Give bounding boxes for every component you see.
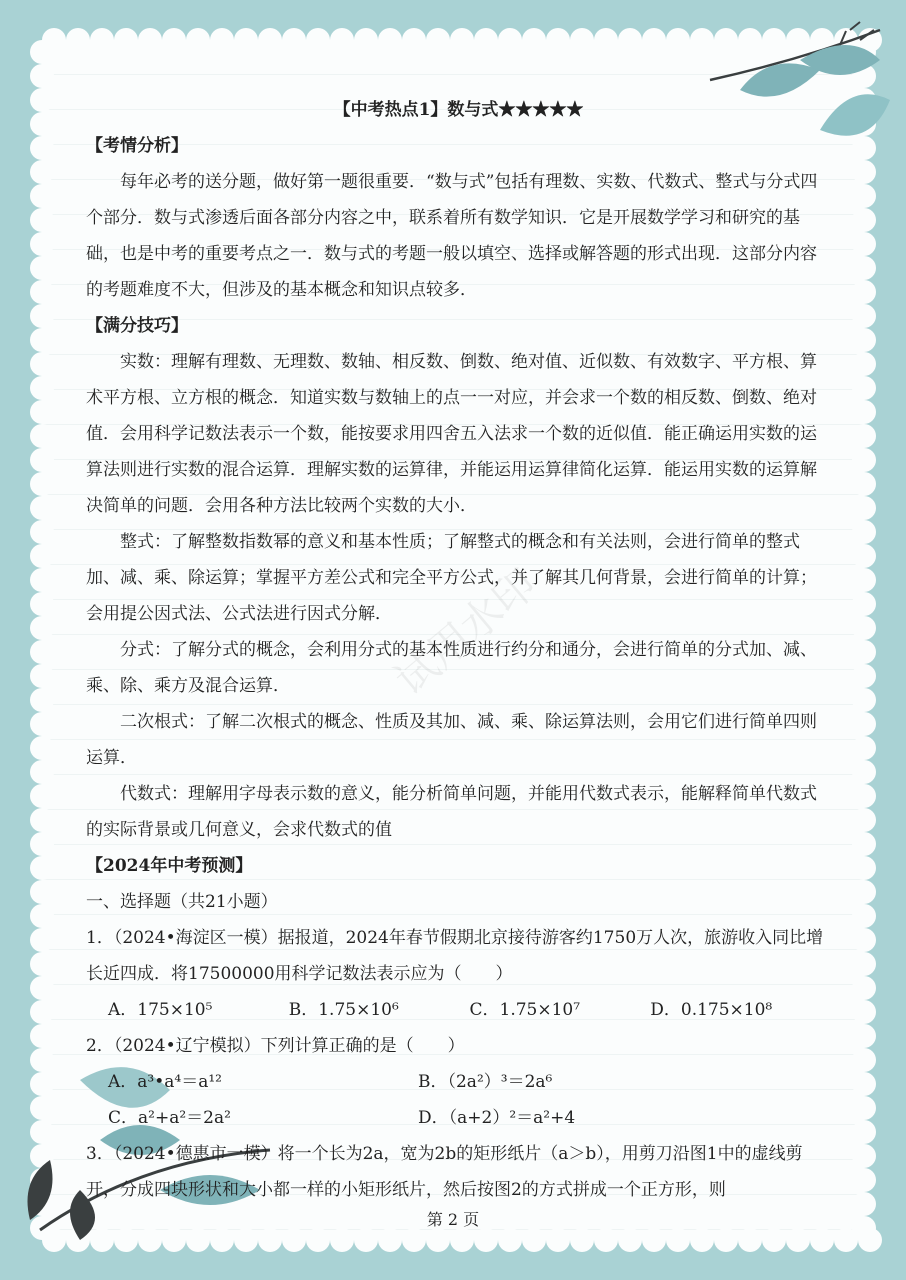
scallop	[858, 1228, 882, 1252]
scallop	[852, 208, 876, 232]
scallop	[234, 28, 258, 52]
scallop	[30, 976, 54, 1000]
scallop	[30, 280, 54, 304]
scallop	[30, 1000, 54, 1024]
option-c: C．a²+a²＝2a²	[108, 1108, 231, 1128]
scallop	[306, 1228, 330, 1252]
analysis-paragraph: 每年必考的送分题，做好第一题很重要．“数与式”包括有理数、实数、代数式、整式与分式四个部分．数与式渗透后面各部分内容之中，联系着所有数学知识．它是开展数学学习和研究的基础，也是中考的重要考点之一．数与式的考题一般以填空、选择或解答题的形式出现．这部分内容的考题难度不大，但涉及的基本概念和知识点较多．	[86, 172, 818, 300]
scallop	[852, 1120, 876, 1144]
scallop	[852, 1072, 876, 1096]
scallop	[852, 472, 876, 496]
scallop	[852, 328, 876, 352]
scallop	[522, 1228, 546, 1252]
scallop	[306, 28, 330, 52]
scallop	[354, 28, 378, 52]
scallop	[852, 616, 876, 640]
scallop	[852, 760, 876, 784]
scallop	[30, 136, 54, 160]
scallop	[30, 688, 54, 712]
question-2-options	[86, 1064, 831, 1136]
scallop	[852, 904, 876, 928]
scallop	[852, 1000, 876, 1024]
document-body	[86, 92, 831, 1208]
scallop	[666, 28, 690, 52]
scallop	[378, 28, 402, 52]
section-heading-skills: 【满分技巧】	[86, 316, 188, 336]
scallop	[852, 688, 876, 712]
scallop	[546, 1228, 570, 1252]
option-b: B．（2a²）³＝2a⁶	[418, 1072, 553, 1092]
scallop	[426, 1228, 450, 1252]
skills-paragraph-fractions: 分式：了解分式的概念，会利用分式的基本性质进行约分和通分，会进行简单的分式加、减、乘、除、乘方及混合运算．	[86, 640, 817, 696]
scallop	[852, 712, 876, 736]
scallop	[690, 1228, 714, 1252]
scallop	[330, 1228, 354, 1252]
scallop	[30, 928, 54, 952]
scallop	[594, 1228, 618, 1252]
scallop	[282, 28, 306, 52]
question-1: 1．（2024•海淀区一模）据报道，2024年春节假期北京接待游客约1750万人次，旅游收入同比增长近四成．将17500000用科学记数法表示应为（ ）	[86, 928, 824, 984]
scallop	[474, 1228, 498, 1252]
watermark: 试用水印	[385, 559, 546, 705]
scallop	[642, 1228, 666, 1252]
scallop	[30, 520, 54, 544]
scallop	[594, 28, 618, 52]
option-b: B．1.75×10⁶	[288, 1000, 399, 1020]
scallop	[570, 1228, 594, 1252]
scallop	[402, 28, 426, 52]
option-c: C．1.75×10⁷	[469, 1000, 581, 1020]
scallop	[834, 1228, 858, 1252]
scallop	[378, 1228, 402, 1252]
skills-paragraph-polynomials: 整式：了解整数指数幂的意义和基本性质；了解整式的概念和有关法则，会进行简单的整式加、减、乘、除运算；掌握平方差公式和完全平方公式，并了解其几何背景，会进行简单的计算；会用提公因式法、公式法进行因式分解．	[86, 532, 817, 624]
scallop	[30, 232, 54, 256]
scallop	[30, 472, 54, 496]
scallop	[852, 808, 876, 832]
scallop	[330, 28, 354, 52]
scallop	[210, 28, 234, 52]
scallop	[738, 1228, 762, 1252]
scallop	[354, 1228, 378, 1252]
scallop	[852, 832, 876, 856]
scallop	[30, 736, 54, 760]
scallop	[852, 880, 876, 904]
scallop	[162, 28, 186, 52]
scallop	[30, 424, 54, 448]
scallop	[30, 568, 54, 592]
scallop	[30, 904, 54, 928]
scallop	[30, 64, 54, 88]
question-2: 2．（2024•辽宁模拟）下列计算正确的是（ ）	[86, 1036, 465, 1056]
scallop	[852, 376, 876, 400]
scallop	[138, 28, 162, 52]
scallop	[852, 1048, 876, 1072]
scallop	[450, 1228, 474, 1252]
scallop	[30, 784, 54, 808]
scallop	[618, 28, 642, 52]
scallop	[30, 376, 54, 400]
scallop	[852, 640, 876, 664]
scallop	[30, 88, 54, 112]
scallop	[852, 736, 876, 760]
scallop	[852, 232, 876, 256]
scallop	[762, 1228, 786, 1252]
scallop	[852, 352, 876, 376]
scallop	[30, 808, 54, 832]
scallop	[114, 28, 138, 52]
scallop	[618, 1228, 642, 1252]
scallop	[30, 856, 54, 880]
scallop	[90, 28, 114, 52]
scallop	[30, 496, 54, 520]
skills-paragraph-algebraic: 代数式：理解用字母表示数的意义，能分析简单问题，并能用代数式表示，能解释简单代数式的实际背景或几何意义，会求代数式的值	[86, 784, 817, 840]
section-heading-forecast: 【2024年中考预测】	[86, 856, 253, 876]
scallop	[852, 952, 876, 976]
option-d: D．（a+2）²＝a²+4	[418, 1108, 576, 1128]
scallop	[474, 28, 498, 52]
scallop	[30, 328, 54, 352]
scallop	[642, 28, 666, 52]
scallop	[450, 28, 474, 52]
scallop	[30, 160, 54, 184]
scallop	[426, 28, 450, 52]
scallop	[852, 400, 876, 424]
scallop	[30, 352, 54, 376]
question-3: 3．（2024•德惠市一模）将一个长为2a，宽为2b的矩形纸片（a＞b），用剪刀沿图1中的虚线剪开，分成四块形状和大小都一样的小矩形纸片，然后按图2的方式拼成一个正方形，则	[86, 1144, 803, 1200]
scallop	[666, 1228, 690, 1252]
scallop	[570, 28, 594, 52]
scallop	[852, 1096, 876, 1120]
scallop	[852, 424, 876, 448]
scallop	[498, 28, 522, 52]
scallop	[30, 184, 54, 208]
scallop	[402, 1228, 426, 1252]
scallop	[852, 496, 876, 520]
scallop	[30, 544, 54, 568]
scallop	[810, 1228, 834, 1252]
scallop	[852, 184, 876, 208]
option-d: D．0.175×10⁸	[650, 1000, 773, 1020]
page-title: 【中考热点1】数与式★★★★★	[333, 100, 584, 120]
scallop	[852, 256, 876, 280]
skills-paragraph-radicals: 二次根式：了解二次根式的概念、性质及其加、减、乘、除运算法则，会用它们进行简单四则运算．	[86, 712, 817, 768]
scallop	[852, 568, 876, 592]
scallop	[30, 664, 54, 688]
scallop	[852, 1144, 876, 1168]
scallop	[30, 592, 54, 616]
scallop	[852, 592, 876, 616]
scallop	[186, 28, 210, 52]
scallop	[30, 448, 54, 472]
subsection-title: 一、选择题（共21小题）	[86, 892, 278, 912]
scallop	[30, 880, 54, 904]
scallop	[30, 616, 54, 640]
scallop	[852, 544, 876, 568]
section-heading-analysis: 【考情分析】	[86, 136, 188, 156]
scallop	[546, 28, 570, 52]
scallop	[30, 256, 54, 280]
scallop	[258, 28, 282, 52]
question-1-options	[86, 992, 831, 1028]
scallop	[852, 1168, 876, 1192]
scallop	[498, 1228, 522, 1252]
scallop	[852, 784, 876, 808]
scallop	[852, 856, 876, 880]
scallop	[786, 1228, 810, 1252]
page-number: 第 2 页	[426, 1210, 480, 1229]
scallop	[852, 664, 876, 688]
skills-paragraph-real-numbers: 实数：理解有理数、无理数、数轴、相反数、倒数、绝对值、近似数、有效数字、平方根、算术平方根、立方根的概念．知道实数与数轴上的点一一对应，并会求一个数的相反数、倒数、绝对值．会用科学记数法表示一个数，能按要求用四舍五入法求一个数的近似值．能正确运用实数的运算法则进行实数的混合运算．理解实数的运算律，并能运用运算律简化运算．能运用实数的运算解决简单的问题．会用各种方法比较两个实数的大小．	[86, 352, 817, 516]
scallop	[30, 640, 54, 664]
option-a: A．175×10⁵	[108, 1000, 213, 1020]
scallop	[852, 304, 876, 328]
scallop	[30, 304, 54, 328]
scallop	[30, 400, 54, 424]
scallop	[852, 520, 876, 544]
scallop	[30, 208, 54, 232]
scallop	[852, 976, 876, 1000]
scallop	[852, 1024, 876, 1048]
scallop	[30, 112, 54, 136]
option-a: A．a³•a⁴＝a¹²	[108, 1072, 222, 1092]
scallop	[30, 952, 54, 976]
scallop	[522, 28, 546, 52]
scallop	[30, 832, 54, 856]
scallop	[852, 448, 876, 472]
scallop	[42, 28, 66, 52]
scallop	[66, 28, 90, 52]
scallop	[714, 1228, 738, 1252]
scallop	[852, 928, 876, 952]
scallop	[852, 280, 876, 304]
scallop	[30, 760, 54, 784]
scallop	[30, 712, 54, 736]
